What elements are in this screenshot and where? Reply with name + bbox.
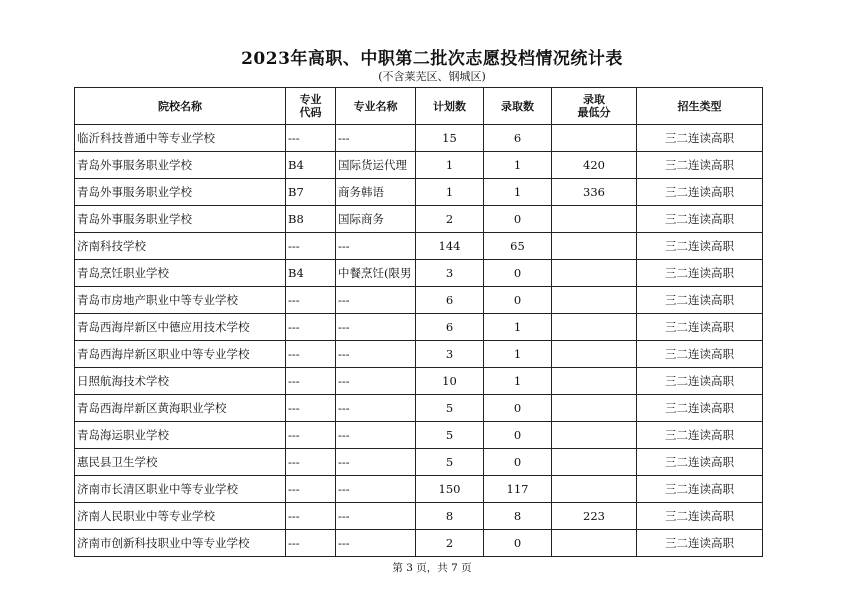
major-name-cell: ---: [336, 449, 416, 476]
table-row: [75, 179, 763, 206]
min-score-cell: [552, 287, 637, 314]
column-header-major-code: 专业 代码: [286, 88, 336, 125]
admitted-count-cell: 117: [484, 476, 552, 503]
table-row: [75, 395, 763, 422]
major-code-cell: ---: [286, 233, 336, 260]
major-code-cell: ---: [286, 395, 336, 422]
min-score-cell: [552, 395, 637, 422]
major-name-cell: 国际货运代理: [336, 152, 416, 179]
min-score-cell: [552, 233, 637, 260]
table-row: [75, 233, 763, 260]
admission-type-cell: 三二连读高职: [637, 287, 763, 314]
plan-count-cell: 1: [416, 179, 484, 206]
major-name-cell: ---: [336, 476, 416, 503]
admission-type-cell: 三二连读高职: [637, 449, 763, 476]
admitted-count-cell: 0: [484, 287, 552, 314]
admission-type-cell: 三二连读高职: [637, 260, 763, 287]
table-row: [75, 530, 763, 557]
major-code-cell: ---: [286, 422, 336, 449]
admitted-count-cell: 0: [484, 449, 552, 476]
major-name-cell: ---: [336, 125, 416, 152]
major-code-cell: B4: [286, 260, 336, 287]
major-code-cell: ---: [286, 449, 336, 476]
admitted-count-cell: 0: [484, 395, 552, 422]
major-code-cell: B4: [286, 152, 336, 179]
admission-stats-table: [74, 87, 763, 557]
table-row: [75, 152, 763, 179]
school-name-cell: 青岛西海岸新区中德应用技术学校: [75, 314, 286, 341]
plan-count-cell: 144: [416, 233, 484, 260]
table-row: [75, 341, 763, 368]
page-footer: 第 3 页，共 7 页: [392, 562, 472, 574]
admitted-count-cell: 0: [484, 422, 552, 449]
major-name-cell: ---: [336, 287, 416, 314]
plan-count-cell: 5: [416, 422, 484, 449]
school-name-cell: 济南人民职业中等专业学校: [75, 503, 286, 530]
major-code-cell: ---: [286, 476, 336, 503]
major-name-cell: ---: [336, 368, 416, 395]
admission-type-cell: 三二连读高职: [637, 152, 763, 179]
admission-type-cell: 三二连读高职: [637, 233, 763, 260]
table-row: [75, 422, 763, 449]
min-score-cell: [552, 368, 637, 395]
admitted-count-cell: 6: [484, 125, 552, 152]
major-code-cell: ---: [286, 530, 336, 557]
table-row: [75, 287, 763, 314]
admitted-count-cell: 1: [484, 152, 552, 179]
admitted-count-cell: 0: [484, 206, 552, 233]
admitted-count-cell: 1: [484, 179, 552, 206]
major-code-cell: B7: [286, 179, 336, 206]
admission-type-cell: 三二连读高职: [637, 368, 763, 395]
school-name-cell: 济南市长清区职业中等专业学校: [75, 476, 286, 503]
table-row: [75, 449, 763, 476]
admission-type-cell: 三二连读高职: [637, 125, 763, 152]
table-header-row: [75, 88, 763, 125]
admission-type-cell: 三二连读高职: [637, 476, 763, 503]
table-row: [75, 206, 763, 233]
admission-type-cell: 三二连读高职: [637, 314, 763, 341]
plan-count-cell: 2: [416, 530, 484, 557]
admitted-count-cell: 0: [484, 260, 552, 287]
plan-count-cell: 15: [416, 125, 484, 152]
major-code-cell: ---: [286, 503, 336, 530]
min-score-cell: [552, 449, 637, 476]
min-score-cell: [552, 341, 637, 368]
school-name-cell: 青岛烹饪职业学校: [75, 260, 286, 287]
column-header-plan: 计划数: [416, 88, 484, 125]
school-name-cell: 日照航海技术学校: [75, 368, 286, 395]
table-row: [75, 503, 763, 530]
admitted-count-cell: 0: [484, 530, 552, 557]
school-name-cell: 惠民县卫生学校: [75, 449, 286, 476]
admission-type-cell: 三二连读高职: [637, 422, 763, 449]
major-name-cell: ---: [336, 314, 416, 341]
min-score-cell: [552, 476, 637, 503]
admitted-count-cell: 1: [484, 314, 552, 341]
plan-count-cell: 6: [416, 287, 484, 314]
major-code-cell: ---: [286, 287, 336, 314]
min-score-cell: [552, 422, 637, 449]
school-name-cell: 临沂科技普通中等专业学校: [75, 125, 286, 152]
admission-type-cell: 三二连读高职: [637, 503, 763, 530]
major-name-cell: ---: [336, 530, 416, 557]
plan-count-cell: 1: [416, 152, 484, 179]
page-title: 2023年高职、中职第二批次志愿投档情况统计表: [241, 49, 623, 69]
major-code-cell: ---: [286, 125, 336, 152]
major-name-cell: ---: [336, 341, 416, 368]
admitted-count-cell: 65: [484, 233, 552, 260]
min-score-cell: [552, 530, 637, 557]
school-name-cell: 青岛西海岸新区职业中等专业学校: [75, 341, 286, 368]
major-code-cell: ---: [286, 314, 336, 341]
major-name-cell: ---: [336, 233, 416, 260]
min-score-cell: [552, 206, 637, 233]
school-name-cell: 青岛外事服务职业学校: [75, 152, 286, 179]
admission-type-cell: 三二连读高职: [637, 179, 763, 206]
column-header-school: 院校名称: [75, 88, 286, 125]
column-header-admitted: 录取数: [484, 88, 552, 125]
plan-count-cell: 10: [416, 368, 484, 395]
major-name-cell: 国际商务: [336, 206, 416, 233]
admission-type-cell: 三二连读高职: [637, 530, 763, 557]
major-name-cell: ---: [336, 395, 416, 422]
major-code-cell: B8: [286, 206, 336, 233]
table-body: [75, 125, 763, 557]
plan-count-cell: 5: [416, 449, 484, 476]
plan-count-cell: 8: [416, 503, 484, 530]
admitted-count-cell: 1: [484, 368, 552, 395]
table-row: [75, 368, 763, 395]
plan-count-cell: 6: [416, 314, 484, 341]
admission-type-cell: 三二连读高职: [637, 341, 763, 368]
table-row: [75, 476, 763, 503]
school-name-cell: 青岛西海岸新区黄海职业学校: [75, 395, 286, 422]
column-header-major-name: 专业名称: [336, 88, 416, 125]
min-score-cell: 223: [552, 503, 637, 530]
school-name-cell: 青岛市房地产职业中等专业学校: [75, 287, 286, 314]
major-code-cell: ---: [286, 341, 336, 368]
table-row: [75, 314, 763, 341]
min-score-cell: 336: [552, 179, 637, 206]
min-score-cell: [552, 314, 637, 341]
table-row: [75, 125, 763, 152]
admission-type-cell: 三二连读高职: [637, 206, 763, 233]
plan-count-cell: 150: [416, 476, 484, 503]
major-name-cell: ---: [336, 503, 416, 530]
page-subtitle: (不含莱芜区、钢城区): [378, 70, 486, 83]
major-name-cell: 中餐烹饪(限男: [336, 260, 416, 287]
major-name-cell: 商务韩语: [336, 179, 416, 206]
column-header-type: 招生类型: [637, 88, 763, 125]
school-name-cell: 济南科技学校: [75, 233, 286, 260]
admitted-count-cell: 8: [484, 503, 552, 530]
school-name-cell: 济南市创新科技职业中等专业学校: [75, 530, 286, 557]
plan-count-cell: 5: [416, 395, 484, 422]
admitted-count-cell: 1: [484, 341, 552, 368]
min-score-cell: [552, 125, 637, 152]
plan-count-cell: 2: [416, 206, 484, 233]
major-name-cell: ---: [336, 422, 416, 449]
column-header-min-score: 录取 最低分: [552, 88, 637, 125]
min-score-cell: [552, 260, 637, 287]
school-name-cell: 青岛海运职业学校: [75, 422, 286, 449]
plan-count-cell: 3: [416, 260, 484, 287]
school-name-cell: 青岛外事服务职业学校: [75, 179, 286, 206]
admission-type-cell: 三二连读高职: [637, 395, 763, 422]
min-score-cell: 420: [552, 152, 637, 179]
school-name-cell: 青岛外事服务职业学校: [75, 206, 286, 233]
plan-count-cell: 3: [416, 341, 484, 368]
major-code-cell: ---: [286, 368, 336, 395]
table-row: [75, 260, 763, 287]
